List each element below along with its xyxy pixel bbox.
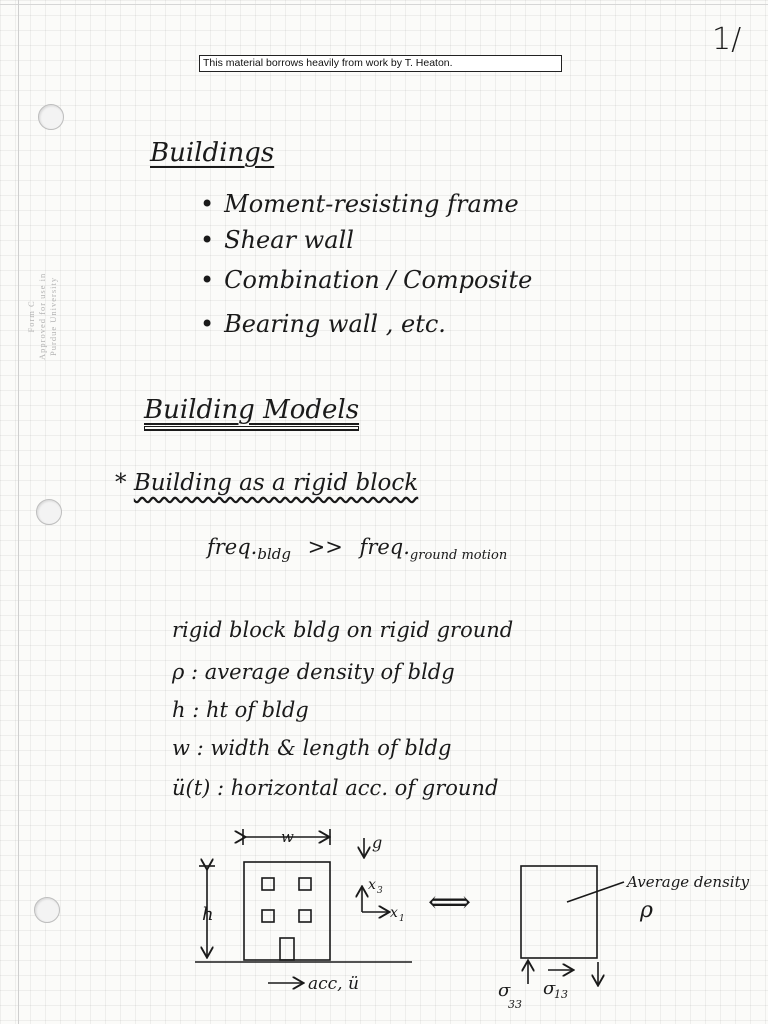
sigma13-label: σ bbox=[543, 978, 556, 999]
freq-ground-label: freq. bbox=[359, 535, 410, 559]
w-label: w bbox=[281, 828, 294, 846]
building-window bbox=[299, 878, 311, 890]
rho-label: ρ bbox=[640, 898, 653, 923]
building-window bbox=[299, 910, 311, 922]
model-line: w : width & length of bldg bbox=[172, 736, 452, 760]
rigid-block-title: Building as a rigid block bbox=[133, 470, 419, 496]
much-greater-operator: >> bbox=[307, 535, 343, 559]
credit-note: This material borrows heavily from work by T. Heaton. bbox=[199, 55, 562, 72]
form-stamp-line: Approved for use in bbox=[37, 272, 47, 360]
buildings-heading: Buildings bbox=[150, 138, 275, 168]
bullet: • bbox=[200, 190, 215, 218]
h-label: h bbox=[202, 904, 214, 925]
building-models-title: Building Models bbox=[144, 395, 360, 425]
star-mark: * bbox=[115, 470, 127, 496]
freq-ground-subscript: ground motion bbox=[409, 548, 508, 564]
bullet: • bbox=[200, 226, 215, 254]
list-item-text: Moment-resisting frame bbox=[224, 190, 519, 218]
x1-label: x bbox=[390, 905, 398, 921]
sigma13-subscript: 13 bbox=[554, 988, 568, 1001]
building-window bbox=[262, 878, 274, 890]
density-leader-line bbox=[567, 882, 624, 902]
model-line: rigid block bldg on rigid ground bbox=[172, 618, 514, 642]
building-window bbox=[262, 910, 274, 922]
model-line: h : ht of bldg bbox=[172, 698, 309, 722]
form-stamp-line: Purdue University bbox=[48, 276, 58, 356]
freq-bldg-label: freq. bbox=[207, 535, 258, 559]
page-number: 1/ bbox=[712, 22, 742, 57]
model-line: ü(t) : horizontal acc. of ground bbox=[172, 776, 499, 800]
freq-bldg-subscript: bldg bbox=[257, 545, 291, 564]
x1-subscript: 1 bbox=[399, 914, 405, 924]
average-density-label: Average density bbox=[627, 873, 750, 891]
model-line: ρ : average density of bldg bbox=[172, 660, 455, 684]
list-item-text: Combination / Composite bbox=[224, 266, 533, 294]
form-stamp-line: Form C bbox=[26, 300, 36, 333]
x3-subscript: 3 bbox=[377, 886, 383, 896]
building-door bbox=[280, 938, 294, 960]
bullet: • bbox=[200, 266, 215, 294]
sigma33-subscript: 33 bbox=[508, 998, 522, 1011]
equivalence-symbol: ⟺ bbox=[428, 885, 472, 920]
bullet: • bbox=[200, 310, 215, 338]
equivalent-block bbox=[521, 866, 597, 958]
x3-label: x bbox=[368, 877, 376, 893]
building-outline bbox=[244, 862, 330, 960]
list-item-text: Shear wall bbox=[224, 226, 354, 254]
list-item-text: Bearing wall , etc. bbox=[224, 310, 446, 338]
sigma33-label: σ bbox=[498, 980, 511, 1001]
g-label: g bbox=[372, 833, 383, 852]
acc-label: acc, ü bbox=[308, 974, 359, 994]
